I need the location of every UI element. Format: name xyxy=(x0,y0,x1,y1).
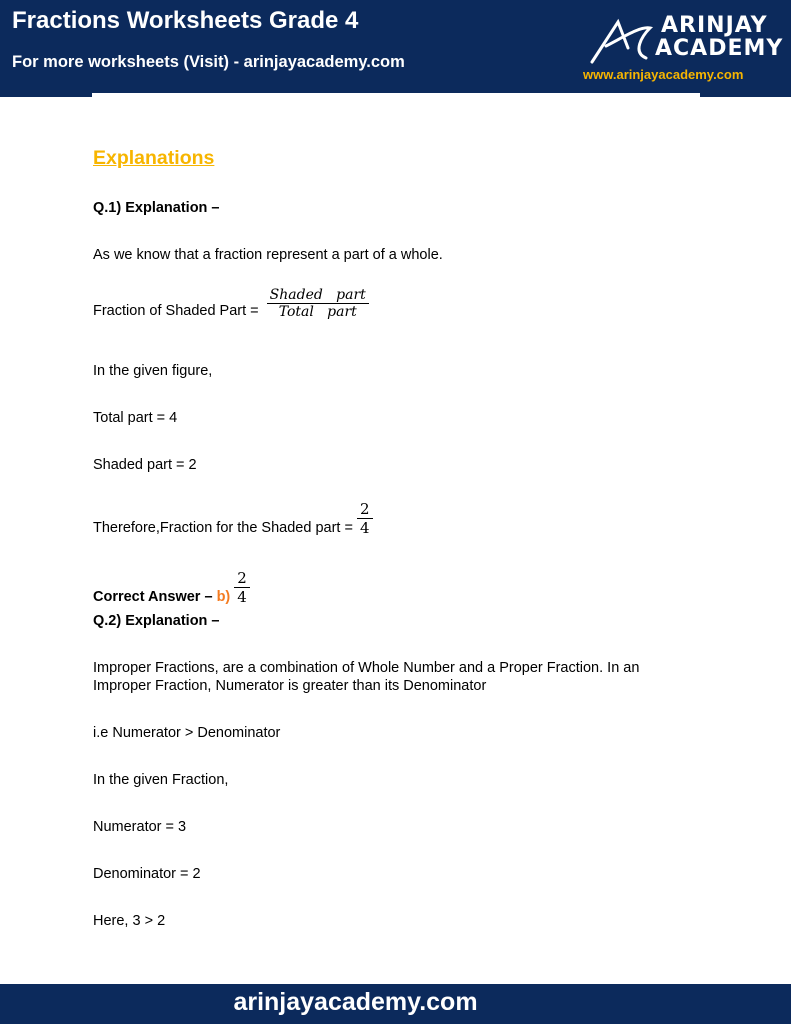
q1-answer-numerator: 2 xyxy=(234,569,250,588)
q1-fraction-label: Fraction of Shaded Part = xyxy=(93,303,259,319)
q2-here: Here, 3 > 2 xyxy=(93,913,166,929)
q1-answer-row xyxy=(93,569,250,606)
page-footer xyxy=(0,984,791,1024)
logo-text-academy: ACADEMY xyxy=(655,36,784,61)
q1-answer-label: Correct Answer – xyxy=(93,589,213,605)
worksheet-title: Fractions Worksheets Grade 4 xyxy=(12,7,359,34)
section-title: Explanations xyxy=(93,147,215,169)
header-divider xyxy=(92,93,700,97)
q1-answer-denominator: 4 xyxy=(237,588,247,606)
q1-shaded: Shaded part = 2 xyxy=(93,457,197,473)
q2-denominator: Denominator = 2 xyxy=(93,866,201,882)
q2-line2: Improper Fraction, Numerator is greater than its Denominator xyxy=(93,678,487,694)
worksheet-subtitle: For more worksheets (Visit) - arinjayacademy.com xyxy=(12,53,405,71)
q1-therefore-denominator: 4 xyxy=(359,519,370,537)
q1-therefore-fraction xyxy=(357,500,373,537)
page-header xyxy=(0,0,791,97)
logo-url: www.arinjayacademy.com xyxy=(583,67,744,82)
q2-line1: Improper Fractions, are a combination of Whole Number and a Proper Fraction. In an xyxy=(93,660,640,676)
footer-website: arinjayacademy.com xyxy=(233,988,478,1016)
q1-therefore-numerator: 2 xyxy=(357,500,373,519)
q1-fraction-row xyxy=(93,287,369,320)
q1-therefore-row xyxy=(93,500,373,537)
q2-ie: i.e Numerator > Denominator xyxy=(93,725,281,741)
q1-total: Total part = 4 xyxy=(93,410,178,426)
q1-answer-option: b) xyxy=(216,589,231,605)
q1-given: In the given figure, xyxy=(93,363,213,379)
q1-therefore-text: Therefore,Fraction for the Shaded part = xyxy=(93,520,353,536)
q1-fraction xyxy=(267,287,369,320)
q1-answer-fraction xyxy=(234,569,250,606)
q2-numerator: Numerator = 3 xyxy=(93,819,187,835)
q2-given: In the given Fraction, xyxy=(93,772,229,788)
logo-text-arinjay: ARINJAY xyxy=(661,13,768,38)
q1-heading: Q.1) Explanation – xyxy=(93,200,220,216)
q2-heading: Q.2) Explanation – xyxy=(93,613,220,629)
academy-logo-icon xyxy=(588,18,654,64)
q1-fraction-denominator: Total part xyxy=(278,304,357,320)
q1-fraction-numerator: Shaded part xyxy=(267,287,369,304)
q1-intro: As we know that a fraction represent a part of a whole. xyxy=(93,247,443,263)
